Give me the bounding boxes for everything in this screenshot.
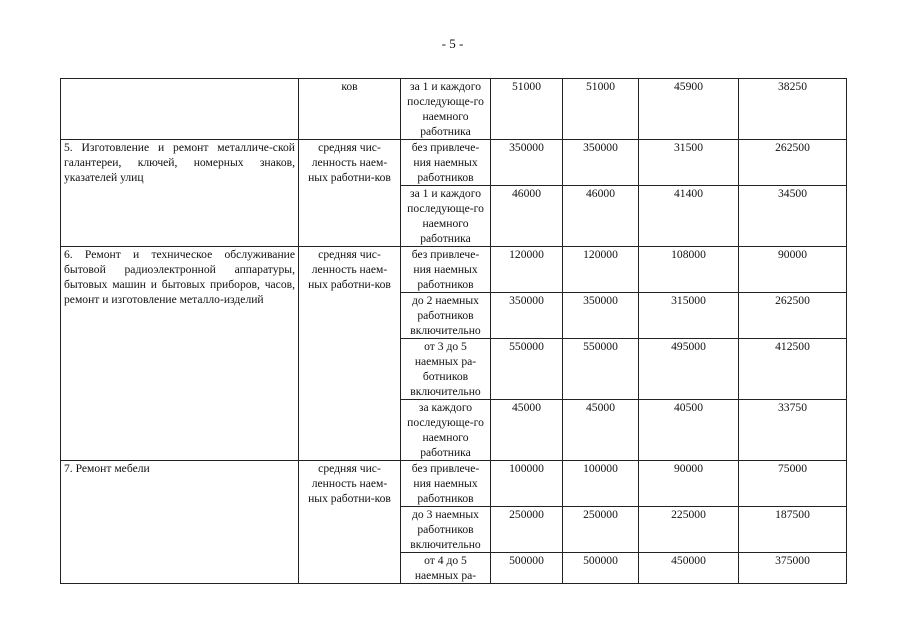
table-row <box>61 79 847 140</box>
value-cell: 33750 <box>739 400 847 461</box>
indicator-cell: средняя чис-ленность наем-ных работни-ков <box>299 247 401 461</box>
value-cell: 40500 <box>639 400 739 461</box>
activity-cell: 5. Изготовление и ремонт металличе-ской галантереи, ключей, номерных знаков, указателей улиц <box>61 140 299 247</box>
condition-cell: за каждого последующе-го наемного работника <box>401 400 491 461</box>
value-cell: 250000 <box>491 507 563 553</box>
value-cell: 75000 <box>739 461 847 507</box>
condition-cell: до 3 наемных работников включительно <box>401 507 491 553</box>
value-cell: 45000 <box>563 400 639 461</box>
value-cell: 550000 <box>491 339 563 400</box>
indicator-cell: ков <box>299 79 401 140</box>
condition-cell: до 2 наемных работников включительно <box>401 293 491 339</box>
table-row <box>61 461 847 507</box>
value-cell: 350000 <box>563 293 639 339</box>
value-cell: 100000 <box>563 461 639 507</box>
condition-cell: без привлече-ния наемных работников <box>401 247 491 293</box>
value-cell: 38250 <box>739 79 847 140</box>
value-cell: 350000 <box>491 140 563 186</box>
value-cell: 31500 <box>639 140 739 186</box>
value-cell: 450000 <box>639 553 739 584</box>
activity-cell <box>61 79 299 140</box>
value-cell: 250000 <box>563 507 639 553</box>
value-cell: 45900 <box>639 79 739 140</box>
activity-cell: 7. Ремонт мебели <box>61 461 299 584</box>
condition-cell: от 3 до 5 наемных ра-ботников включительно <box>401 339 491 400</box>
indicator-cell: средняя чис-ленность наем-ных работни-ков <box>299 140 401 247</box>
value-cell: 90000 <box>639 461 739 507</box>
value-cell: 51000 <box>563 79 639 140</box>
value-cell: 46000 <box>563 186 639 247</box>
condition-cell: за 1 и каждого последующе-го наемного работника <box>401 79 491 140</box>
value-cell: 51000 <box>491 79 563 140</box>
value-cell: 120000 <box>491 247 563 293</box>
value-cell: 34500 <box>739 186 847 247</box>
condition-cell: без привлече-ния наемных работников <box>401 140 491 186</box>
value-cell: 495000 <box>639 339 739 400</box>
value-cell: 412500 <box>739 339 847 400</box>
table-row <box>61 140 847 186</box>
value-cell: 108000 <box>639 247 739 293</box>
value-cell: 350000 <box>563 140 639 186</box>
value-cell: 225000 <box>639 507 739 553</box>
value-cell: 45000 <box>491 400 563 461</box>
value-cell: 262500 <box>739 140 847 186</box>
value-cell: 500000 <box>491 553 563 584</box>
condition-cell: за 1 и каждого последующе-го наемного работника <box>401 186 491 247</box>
value-cell: 120000 <box>563 247 639 293</box>
page-number: - 5 - <box>441 36 464 51</box>
value-cell: 187500 <box>739 507 847 553</box>
condition-cell: без привлече-ния наемных работников <box>401 461 491 507</box>
table-row <box>61 247 847 293</box>
value-cell: 350000 <box>491 293 563 339</box>
value-cell: 375000 <box>739 553 847 584</box>
value-cell: 41400 <box>639 186 739 247</box>
indicator-cell: средняя чис-ленность наем-ных работни-ков <box>299 461 401 584</box>
value-cell: 315000 <box>639 293 739 339</box>
value-cell: 46000 <box>491 186 563 247</box>
activity-cell: 6. Ремонт и техническое обслуживание бытовой радиоэлектронной аппаратуры, бытовых машин и бытовых приборов, часов, ремонт и изготовление металло-изделий <box>61 247 299 461</box>
value-cell: 90000 <box>739 247 847 293</box>
value-cell: 100000 <box>491 461 563 507</box>
value-cell: 500000 <box>563 553 639 584</box>
value-cell: 262500 <box>739 293 847 339</box>
condition-cell: от 4 до 5 наемных ра- <box>401 553 491 584</box>
value-cell: 550000 <box>563 339 639 400</box>
tariff-table <box>60 78 847 584</box>
